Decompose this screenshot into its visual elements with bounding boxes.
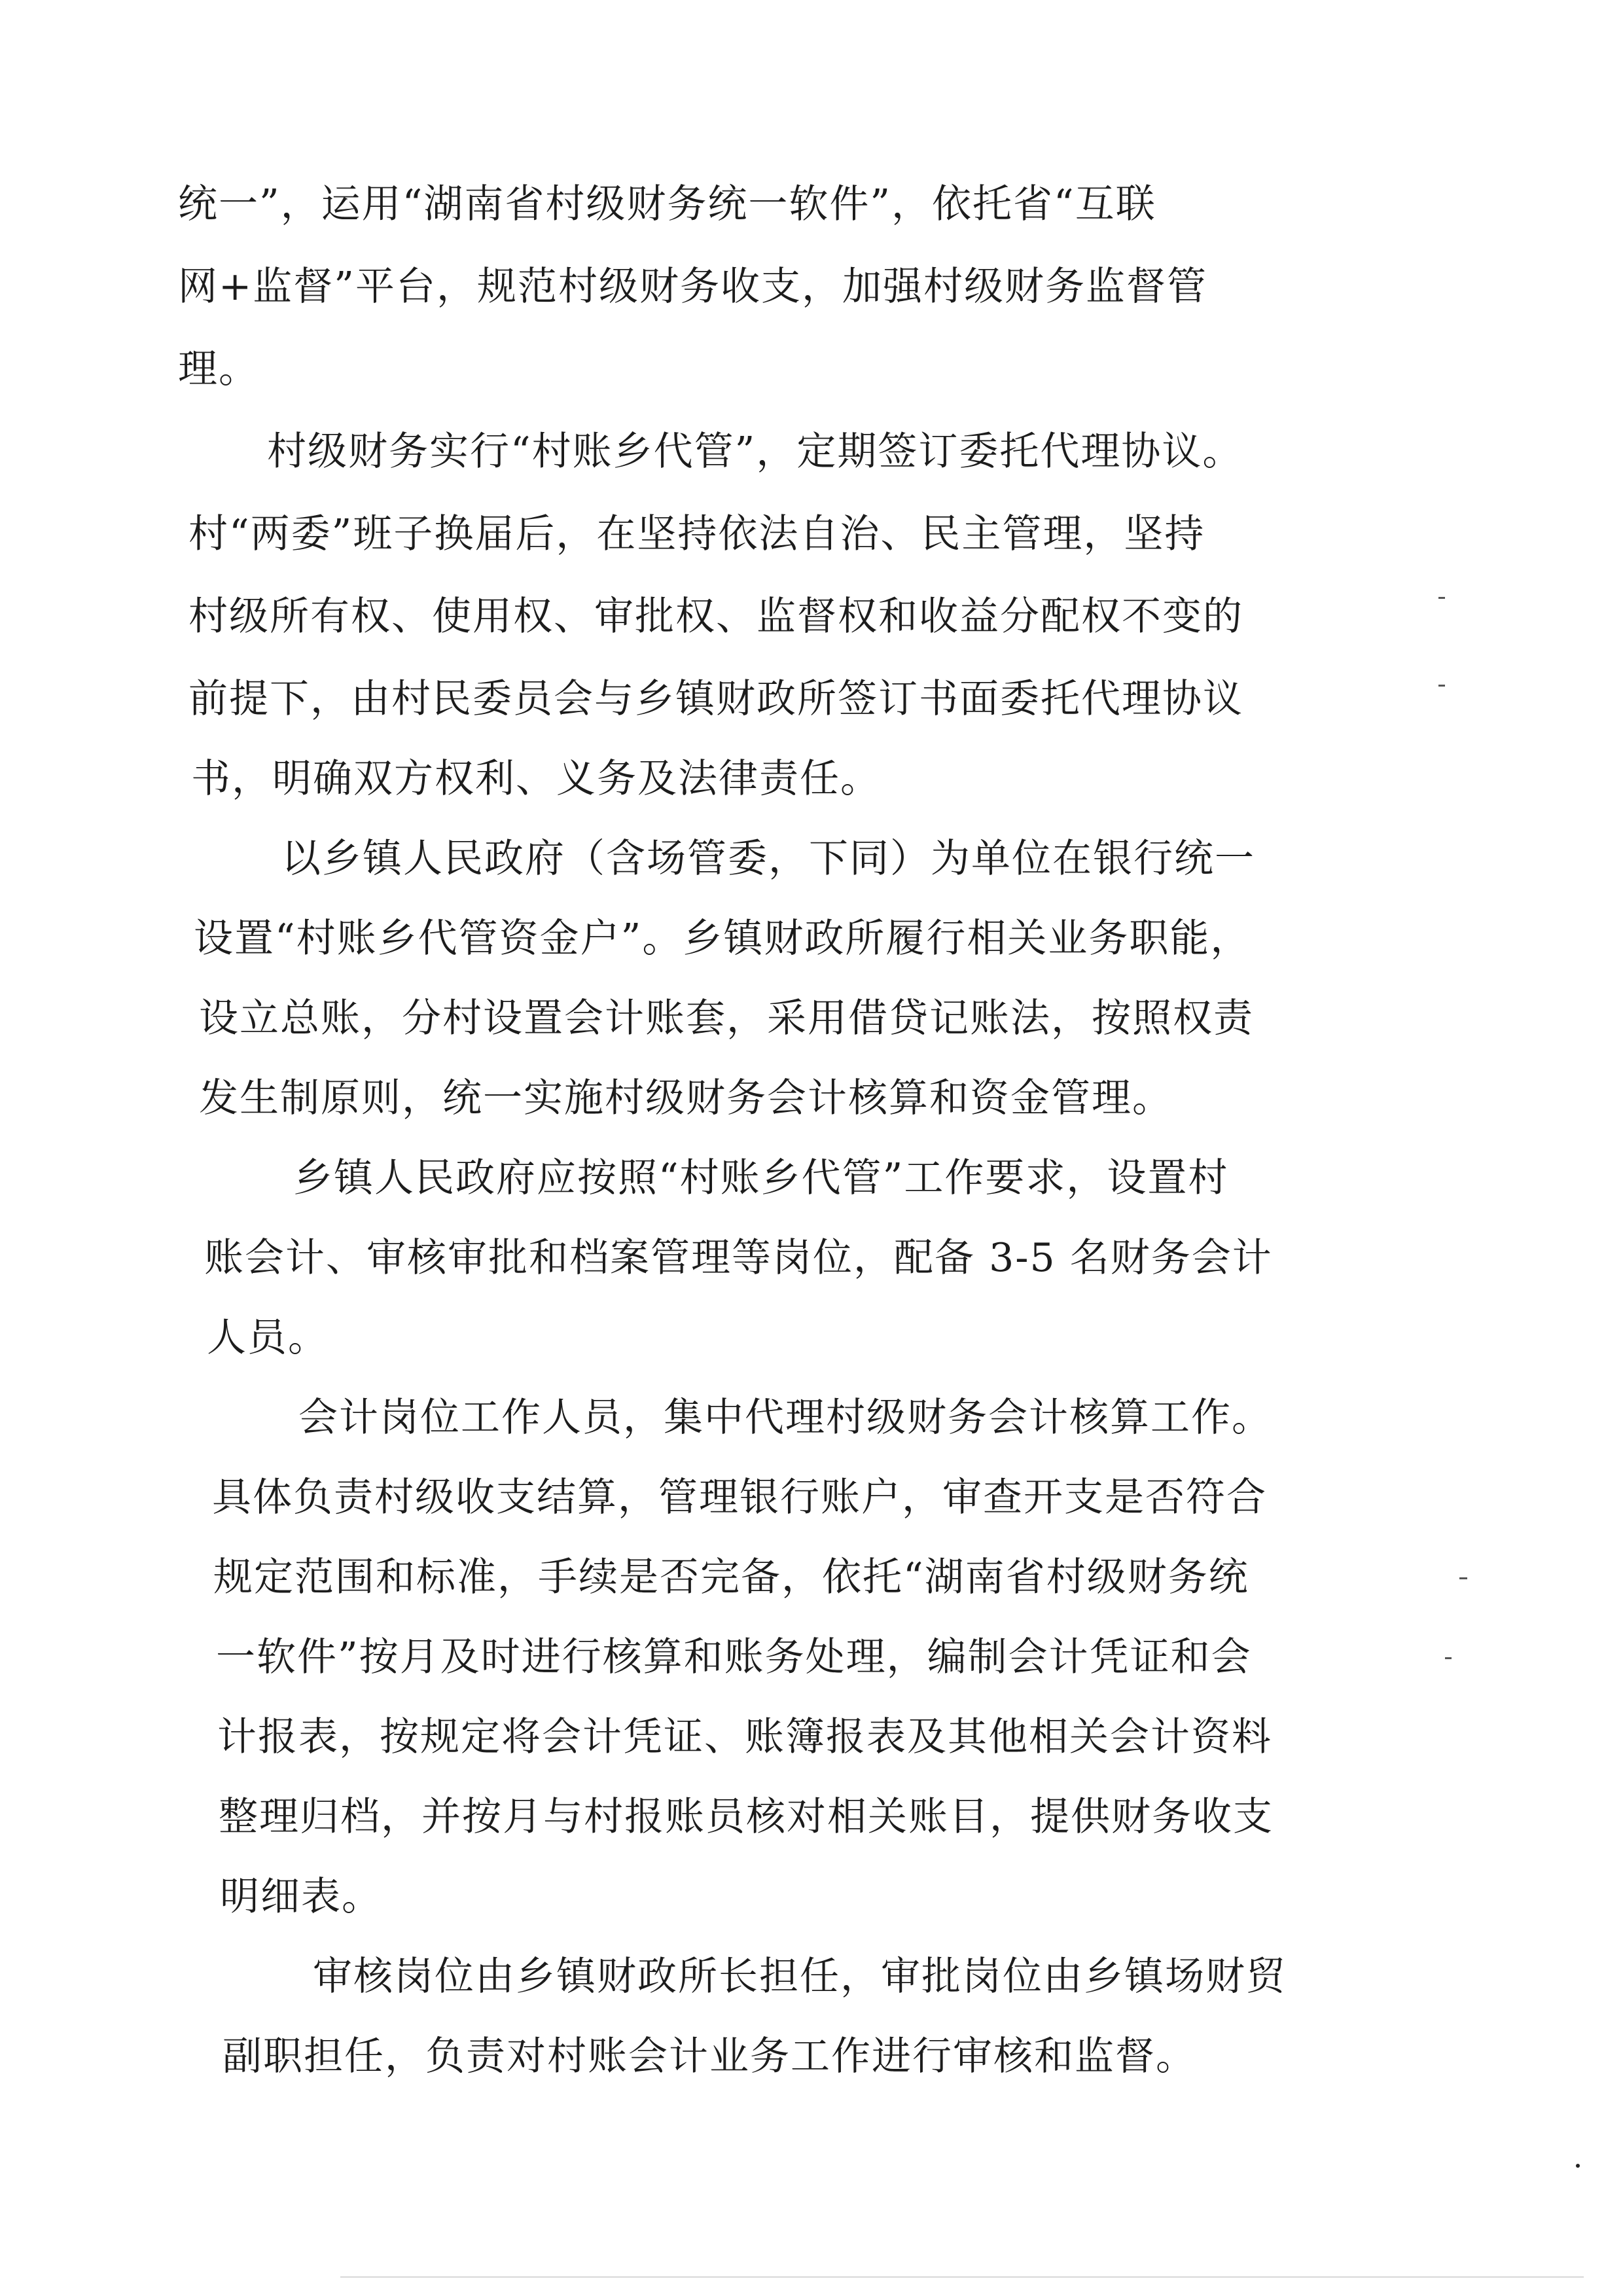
scan-dot bbox=[1576, 2164, 1580, 2168]
scan-mark bbox=[1438, 685, 1445, 687]
text-line: 发生制原则，统一实施村级财务会计核算和资金管理。 bbox=[199, 1075, 1173, 1121]
text-line: 书，明确双方权利、义务及法律责任。 bbox=[191, 756, 881, 802]
text-line: 设立总账，分村设置会计账套，采用借贷记账法，按照权责 bbox=[199, 996, 1254, 1041]
text-line: 乡镇人民政府应按照“村账乡代管”工作要求，设置村 bbox=[293, 1155, 1229, 1201]
text-line: 审核岗位由乡镇财政所长担任，审批岗位由乡镇场财贸 bbox=[313, 1954, 1287, 2000]
text-line: 村级财务实行“村账乡代管”，定期签订委托代理协议。 bbox=[267, 429, 1243, 475]
text-line: 账会计、审核审批和档案管理等岗位，配备 3-5 名财务会计 bbox=[204, 1235, 1273, 1281]
text-line: 会计岗位工作人员，集中代理村级财务会计核算工作。 bbox=[298, 1395, 1272, 1441]
text-line: 设置“村账乡代管资金户”。乡镇财政所履行相关业务职能， bbox=[194, 916, 1251, 961]
text-line: 一软件”按月及时进行核算和账务处理，编制会计凭证和会 bbox=[216, 1634, 1252, 1680]
text-line: 村级所有权、使用权、审批权、监督权和收益分配权不变的 bbox=[188, 594, 1243, 639]
text-line: 村“两委”班子换届后，在坚持依法自治、民主管理，坚持 bbox=[188, 511, 1205, 557]
scan-edge bbox=[340, 2276, 1584, 2278]
scan-mark bbox=[1438, 597, 1445, 599]
scan-mark bbox=[1459, 1577, 1467, 1579]
text-line: 人员。 bbox=[207, 1315, 329, 1361]
text-line: 统一”，运用“湖南省村级财务统一软件”，依托省“互联 bbox=[178, 181, 1156, 227]
text-line: 理。 bbox=[178, 346, 259, 392]
text-line: 整理归档，并按月与村报账员核对相关账目，提供财务收支 bbox=[219, 1794, 1274, 1840]
text-line: 前提下，由村民委员会与乡镇财政所签订书面委托代理协议 bbox=[188, 676, 1243, 722]
text-line: 规定范围和标准，手续是否完备，依托“湖南省村级财务统 bbox=[213, 1554, 1249, 1600]
text-line: 计报表，按规定将会计凭证、账簿报表及其他相关会计资料 bbox=[217, 1714, 1272, 1760]
scan-mark bbox=[1445, 1657, 1452, 1659]
text-line: 明细表。 bbox=[220, 1874, 382, 1920]
text-line: 副职担任，负责对村账会计业务工作进行审核和监督。 bbox=[223, 2034, 1196, 2079]
text-line: 具体负责村级收支结算，管理银行账户，审查开支是否符合 bbox=[212, 1475, 1267, 1520]
text-line: 以乡镇人民政府（含场管委，下同）为单位在银行统一 bbox=[281, 836, 1255, 882]
text-line: 网+监督”平台，规范村级财务收支，加强村级财务监督管 bbox=[178, 264, 1207, 310]
